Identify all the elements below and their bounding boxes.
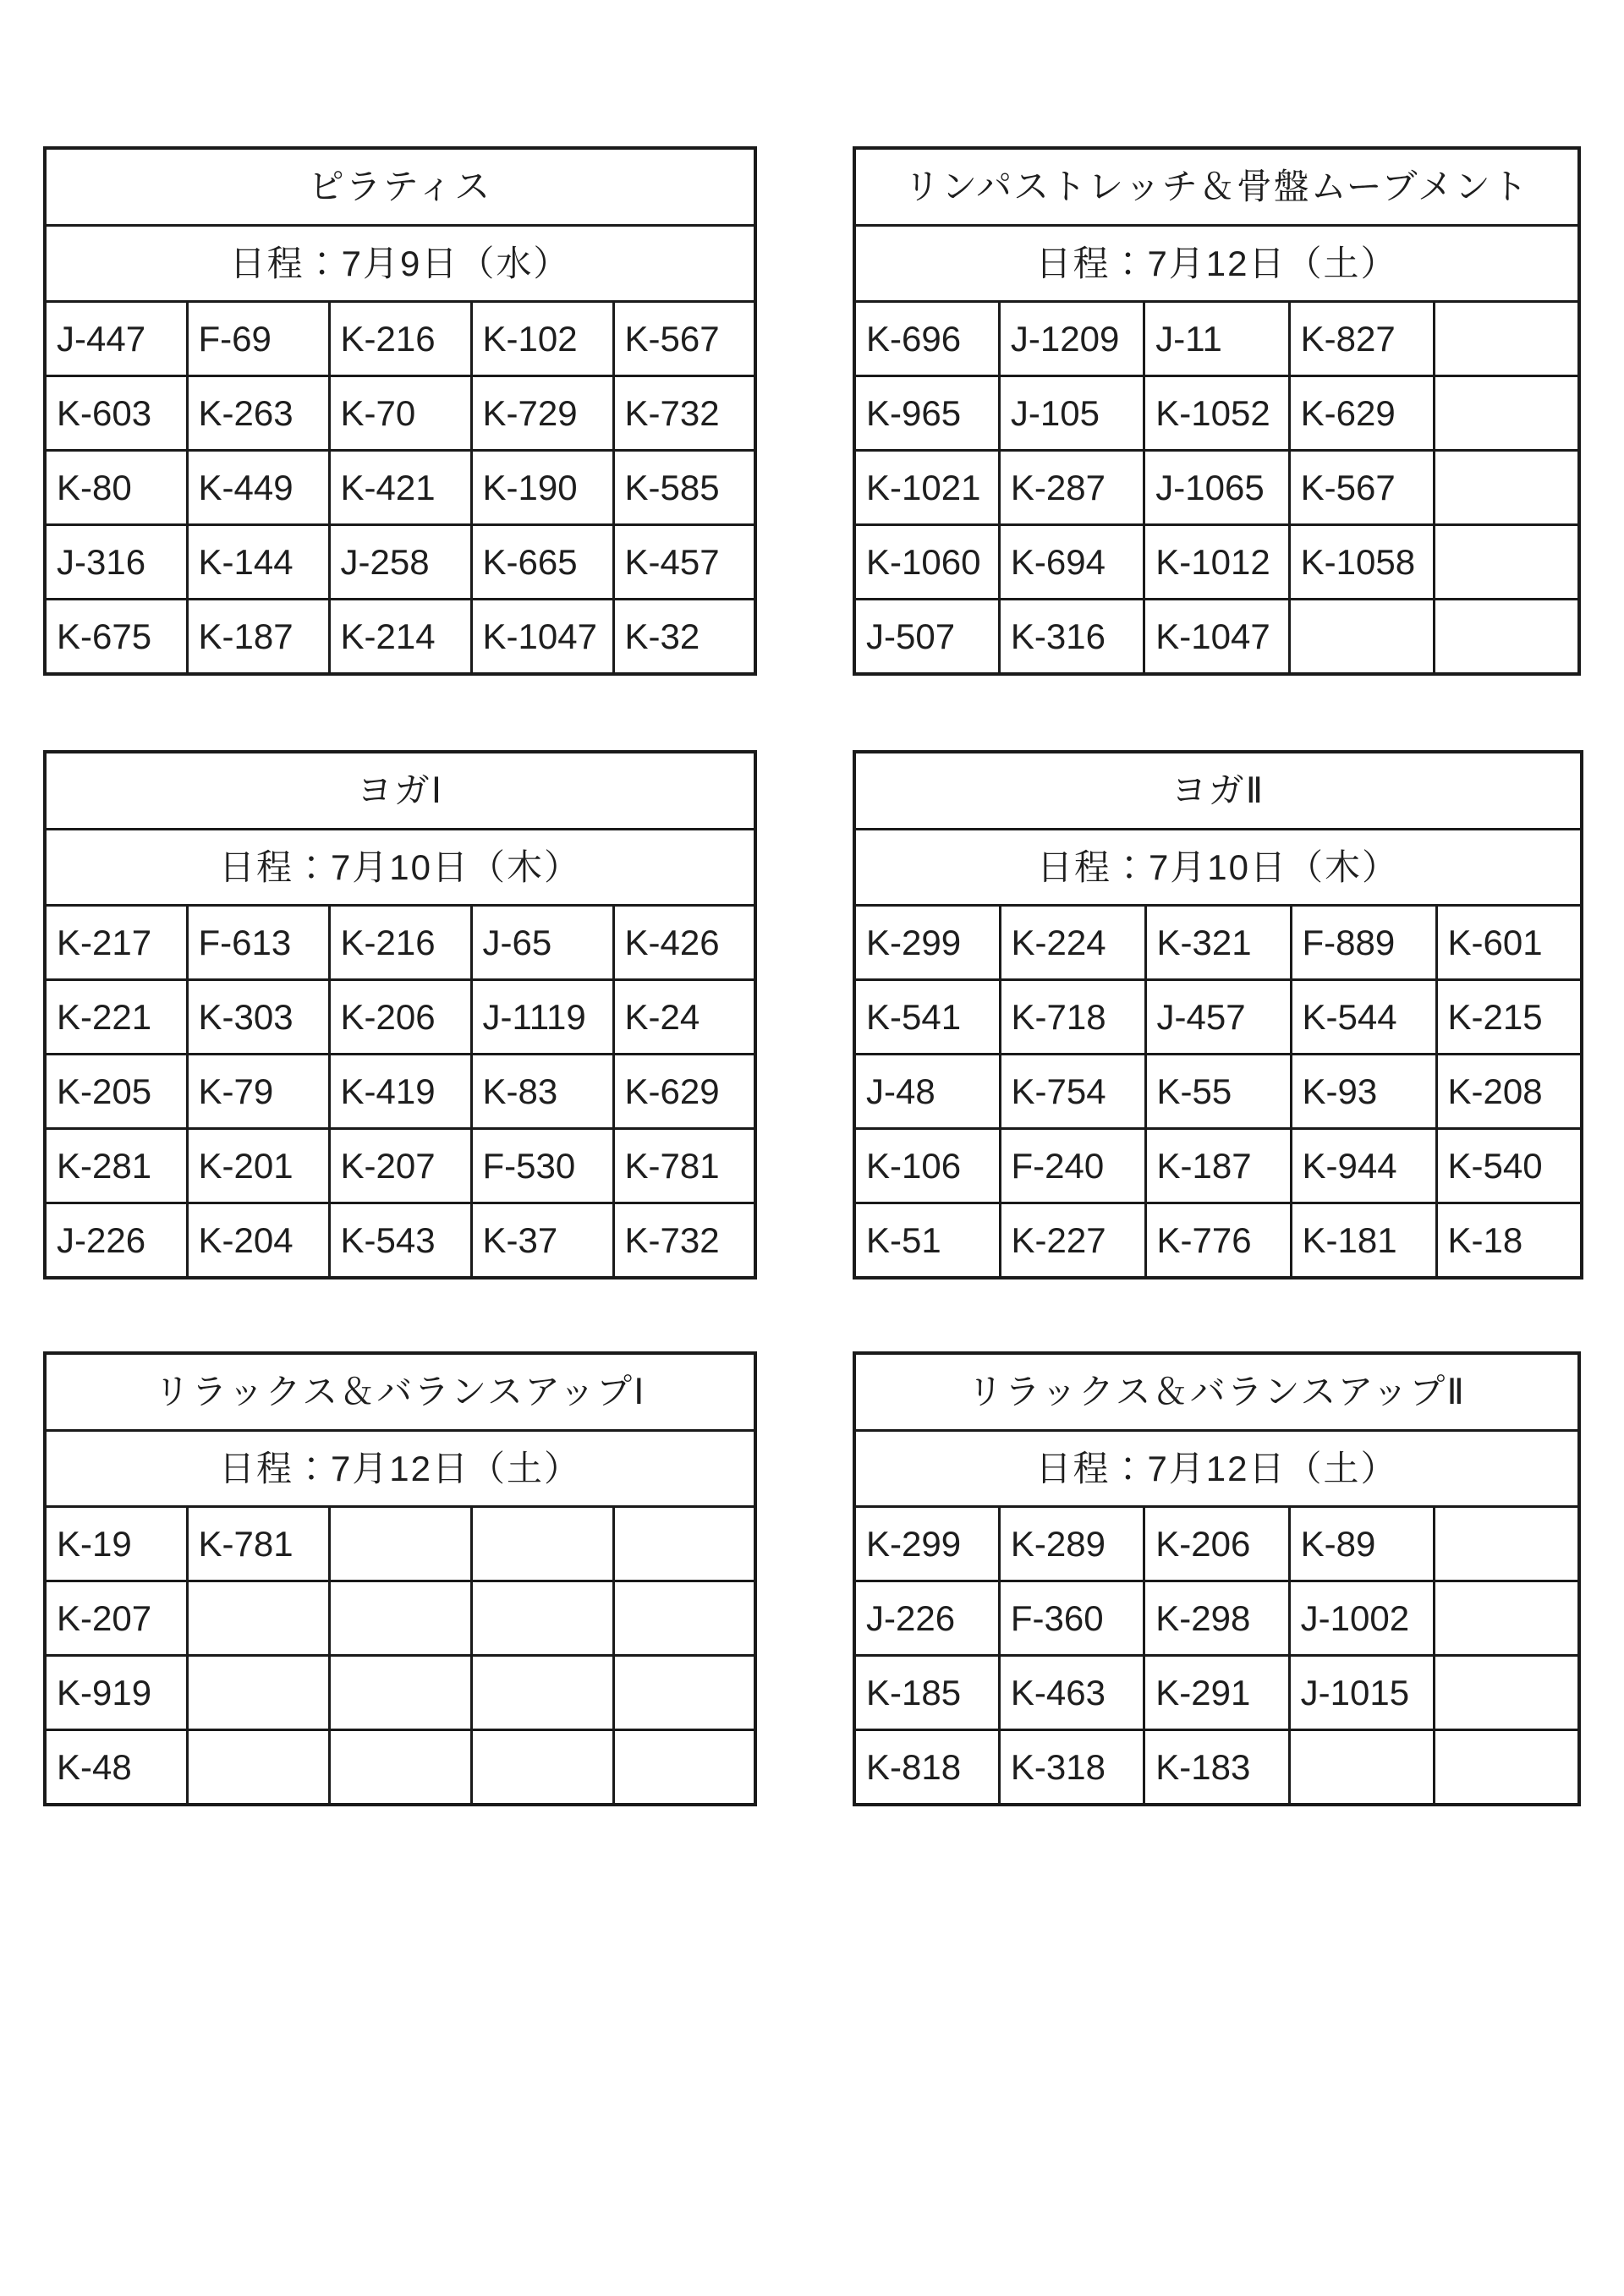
table-cell: J-1065 <box>1144 451 1289 525</box>
table-row <box>45 1129 755 1203</box>
table-cell <box>613 1656 755 1730</box>
table-cell: K-187 <box>187 600 329 675</box>
table-cell: J-226 <box>854 1581 999 1656</box>
table-cell <box>1289 1730 1434 1806</box>
table-cell: K-463 <box>999 1656 1144 1730</box>
table-cell: K-18 <box>1436 1203 1582 1279</box>
table-row <box>854 600 1579 675</box>
table-cell: K-421 <box>329 451 471 525</box>
table-row <box>45 600 755 675</box>
table-cell: K-1047 <box>471 600 613 675</box>
table-cell: J-226 <box>45 1203 187 1279</box>
table-row <box>45 1581 755 1656</box>
table-cell: K-299 <box>854 906 1000 980</box>
table-cell: J-258 <box>329 525 471 600</box>
table-row <box>854 906 1582 980</box>
table-row <box>45 1730 755 1806</box>
table-cell: K-206 <box>329 980 471 1055</box>
table-cell <box>1435 1581 1579 1656</box>
table-cell: K-629 <box>613 1055 755 1129</box>
table-title: ピラティス <box>45 148 755 226</box>
table-cell: K-781 <box>187 1507 329 1581</box>
table-title: リンパストレッチ＆骨盤ムーブメント <box>854 148 1579 226</box>
table-cell: K-287 <box>999 451 1144 525</box>
table-cell: J-316 <box>45 525 187 600</box>
table-cell: K-206 <box>1144 1507 1289 1581</box>
table-cell <box>471 1581 613 1656</box>
table-cell: K-585 <box>613 451 755 525</box>
table-cell: K-696 <box>854 302 999 376</box>
table-cell <box>1435 376 1579 451</box>
table-cell: K-540 <box>1436 1129 1582 1203</box>
table-row <box>854 1507 1579 1581</box>
table-cell <box>329 1507 471 1581</box>
table-cell: K-321 <box>1145 906 1291 980</box>
table-row <box>854 451 1579 525</box>
table-cell: K-919 <box>45 1656 187 1730</box>
schedule-table-pilates <box>43 146 757 676</box>
table-cell: K-457 <box>613 525 755 600</box>
schedule-table-lymph-stretch <box>853 146 1581 676</box>
table-cell <box>1435 302 1579 376</box>
schedule-table-yoga-1 <box>43 750 757 1280</box>
table-date: 日程：7月12日（土） <box>854 1431 1579 1507</box>
table-cell: K-263 <box>187 376 329 451</box>
table-cell: J-1015 <box>1289 1656 1434 1730</box>
table-cell <box>1435 525 1579 600</box>
table-cell: K-102 <box>471 302 613 376</box>
table-cell: K-603 <box>45 376 187 451</box>
table-cell: K-79 <box>187 1055 329 1129</box>
table-row <box>854 525 1579 600</box>
table-cell: K-1047 <box>1144 600 1289 675</box>
table-cell <box>187 1656 329 1730</box>
table-row <box>45 376 755 451</box>
table-cell: K-299 <box>854 1507 999 1581</box>
table-title: リラックス＆バランスアップⅡ <box>854 1353 1579 1431</box>
table-cell: K-675 <box>45 600 187 675</box>
table-row <box>854 1203 1582 1279</box>
table-cell <box>613 1507 755 1581</box>
table-row <box>45 1656 755 1730</box>
table-cell: K-93 <box>1291 1055 1436 1129</box>
table-cell <box>329 1730 471 1806</box>
table-row <box>45 980 755 1055</box>
table-cell: K-224 <box>1000 906 1145 980</box>
table-date: 日程：7月10日（木） <box>45 830 755 906</box>
table-cell <box>1435 1507 1579 1581</box>
table-cell: K-207 <box>329 1129 471 1203</box>
table-cell: J-105 <box>999 376 1144 451</box>
table-cell: K-298 <box>1144 1581 1289 1656</box>
table-cell <box>1435 1656 1579 1730</box>
table-cell: K-24 <box>613 980 755 1055</box>
table-row <box>854 980 1582 1055</box>
table-cell: K-55 <box>1145 1055 1291 1129</box>
table-row <box>854 376 1579 451</box>
schedule-table-relax-balance-2 <box>853 1351 1581 1806</box>
table-cell: K-732 <box>613 376 755 451</box>
table-cell: K-1021 <box>854 451 999 525</box>
table-cell: K-827 <box>1289 302 1434 376</box>
schedule-table-yoga-2 <box>853 750 1583 1280</box>
table-cell: K-183 <box>1144 1730 1289 1806</box>
table-row <box>854 1129 1582 1203</box>
table-cell: K-205 <box>45 1055 187 1129</box>
table-cell: J-1209 <box>999 302 1144 376</box>
table-cell: K-187 <box>1145 1129 1291 1203</box>
table-cell: K-185 <box>854 1656 999 1730</box>
table-cell <box>471 1656 613 1730</box>
table-cell: F-69 <box>187 302 329 376</box>
table-cell: K-190 <box>471 451 613 525</box>
table-cell: K-567 <box>613 302 755 376</box>
table-cell: K-729 <box>471 376 613 451</box>
table-cell: J-1119 <box>471 980 613 1055</box>
table-cell: K-665 <box>471 525 613 600</box>
table-cell: F-889 <box>1291 906 1436 980</box>
table-date: 日程：7月9日（水） <box>45 226 755 302</box>
table-cell: K-19 <box>45 1507 187 1581</box>
table-row <box>45 302 755 376</box>
table-cell: F-360 <box>999 1581 1144 1656</box>
table-cell: J-457 <box>1145 980 1291 1055</box>
table-cell: K-629 <box>1289 376 1434 451</box>
table-cell: K-48 <box>45 1730 187 1806</box>
table-cell <box>1435 1730 1579 1806</box>
table-row <box>854 302 1579 376</box>
table-cell: K-732 <box>613 1203 755 1279</box>
table-cell <box>1435 451 1579 525</box>
table-cell: K-318 <box>999 1730 1144 1806</box>
table-row <box>854 1055 1582 1129</box>
table-cell: K-70 <box>329 376 471 451</box>
table-title: リラックス＆バランスアップⅠ <box>45 1353 755 1431</box>
table-cell: K-316 <box>999 600 1144 675</box>
table-cell: K-32 <box>613 600 755 675</box>
table-cell: K-207 <box>45 1581 187 1656</box>
table-cell: K-144 <box>187 525 329 600</box>
table-cell: K-216 <box>329 302 471 376</box>
table-cell <box>329 1656 471 1730</box>
table-row <box>45 1507 755 1581</box>
table-cell: K-601 <box>1436 906 1582 980</box>
table-cell: K-215 <box>1436 980 1582 1055</box>
table-cell: J-447 <box>45 302 187 376</box>
table-cell: K-217 <box>45 906 187 980</box>
table-cell: K-221 <box>45 980 187 1055</box>
table-row <box>854 1730 1579 1806</box>
table-cell: K-543 <box>329 1203 471 1279</box>
table-date: 日程：7月12日（土） <box>854 226 1579 302</box>
table-row <box>45 525 755 600</box>
table-cell: K-204 <box>187 1203 329 1279</box>
table-cell: K-1058 <box>1289 525 1434 600</box>
table-cell: K-201 <box>187 1129 329 1203</box>
table-cell: K-965 <box>854 376 999 451</box>
table-cell: K-1012 <box>1144 525 1289 600</box>
table-cell: K-89 <box>1289 1507 1434 1581</box>
table-cell: K-818 <box>854 1730 999 1806</box>
table-cell <box>329 1581 471 1656</box>
table-cell: F-530 <box>471 1129 613 1203</box>
table-cell: K-37 <box>471 1203 613 1279</box>
table-cell: K-718 <box>1000 980 1145 1055</box>
table-cell <box>187 1581 329 1656</box>
table-cell: K-1052 <box>1144 376 1289 451</box>
table-cell <box>471 1730 613 1806</box>
table-cell: K-303 <box>187 980 329 1055</box>
table-cell <box>187 1730 329 1806</box>
table-cell: K-426 <box>613 906 755 980</box>
table-cell <box>1289 600 1434 675</box>
table-cell: K-694 <box>999 525 1144 600</box>
table-cell: K-214 <box>329 600 471 675</box>
table-title: ヨガⅡ <box>854 752 1582 830</box>
table-cell: K-781 <box>613 1129 755 1203</box>
table-cell: K-754 <box>1000 1055 1145 1129</box>
table-cell: K-289 <box>999 1507 1144 1581</box>
table-cell: K-227 <box>1000 1203 1145 1279</box>
table-cell: K-1060 <box>854 525 999 600</box>
table-cell: K-80 <box>45 451 187 525</box>
table-cell: K-216 <box>329 906 471 980</box>
table-cell: K-106 <box>854 1129 1000 1203</box>
table-cell <box>613 1581 755 1656</box>
table-cell: J-1002 <box>1289 1581 1434 1656</box>
table-row <box>854 1581 1579 1656</box>
schedule-table-relax-balance-1 <box>43 1351 757 1806</box>
table-cell: F-613 <box>187 906 329 980</box>
table-cell: J-11 <box>1144 302 1289 376</box>
table-row <box>854 1656 1579 1730</box>
table-cell: K-51 <box>854 1203 1000 1279</box>
table-cell: K-544 <box>1291 980 1436 1055</box>
table-cell <box>613 1730 755 1806</box>
table-cell: K-281 <box>45 1129 187 1203</box>
table-cell: K-776 <box>1145 1203 1291 1279</box>
table-date: 日程：7月12日（土） <box>45 1431 755 1507</box>
table-cell: J-507 <box>854 600 999 675</box>
table-cell: K-567 <box>1289 451 1434 525</box>
table-cell: J-48 <box>854 1055 1000 1129</box>
table-cell: F-240 <box>1000 1129 1145 1203</box>
table-row <box>45 451 755 525</box>
table-cell: K-419 <box>329 1055 471 1129</box>
table-row <box>45 906 755 980</box>
table-cell: J-65 <box>471 906 613 980</box>
table-row <box>45 1055 755 1129</box>
table-cell: K-944 <box>1291 1129 1436 1203</box>
table-cell: K-208 <box>1436 1055 1582 1129</box>
table-cell: K-291 <box>1144 1656 1289 1730</box>
table-cell: K-541 <box>854 980 1000 1055</box>
table-cell: K-181 <box>1291 1203 1436 1279</box>
table-cell: K-449 <box>187 451 329 525</box>
table-title: ヨガⅠ <box>45 752 755 830</box>
table-row <box>45 1203 755 1279</box>
table-cell: K-83 <box>471 1055 613 1129</box>
table-cell <box>1435 600 1579 675</box>
table-cell <box>471 1507 613 1581</box>
table-date: 日程：7月10日（木） <box>854 830 1582 906</box>
